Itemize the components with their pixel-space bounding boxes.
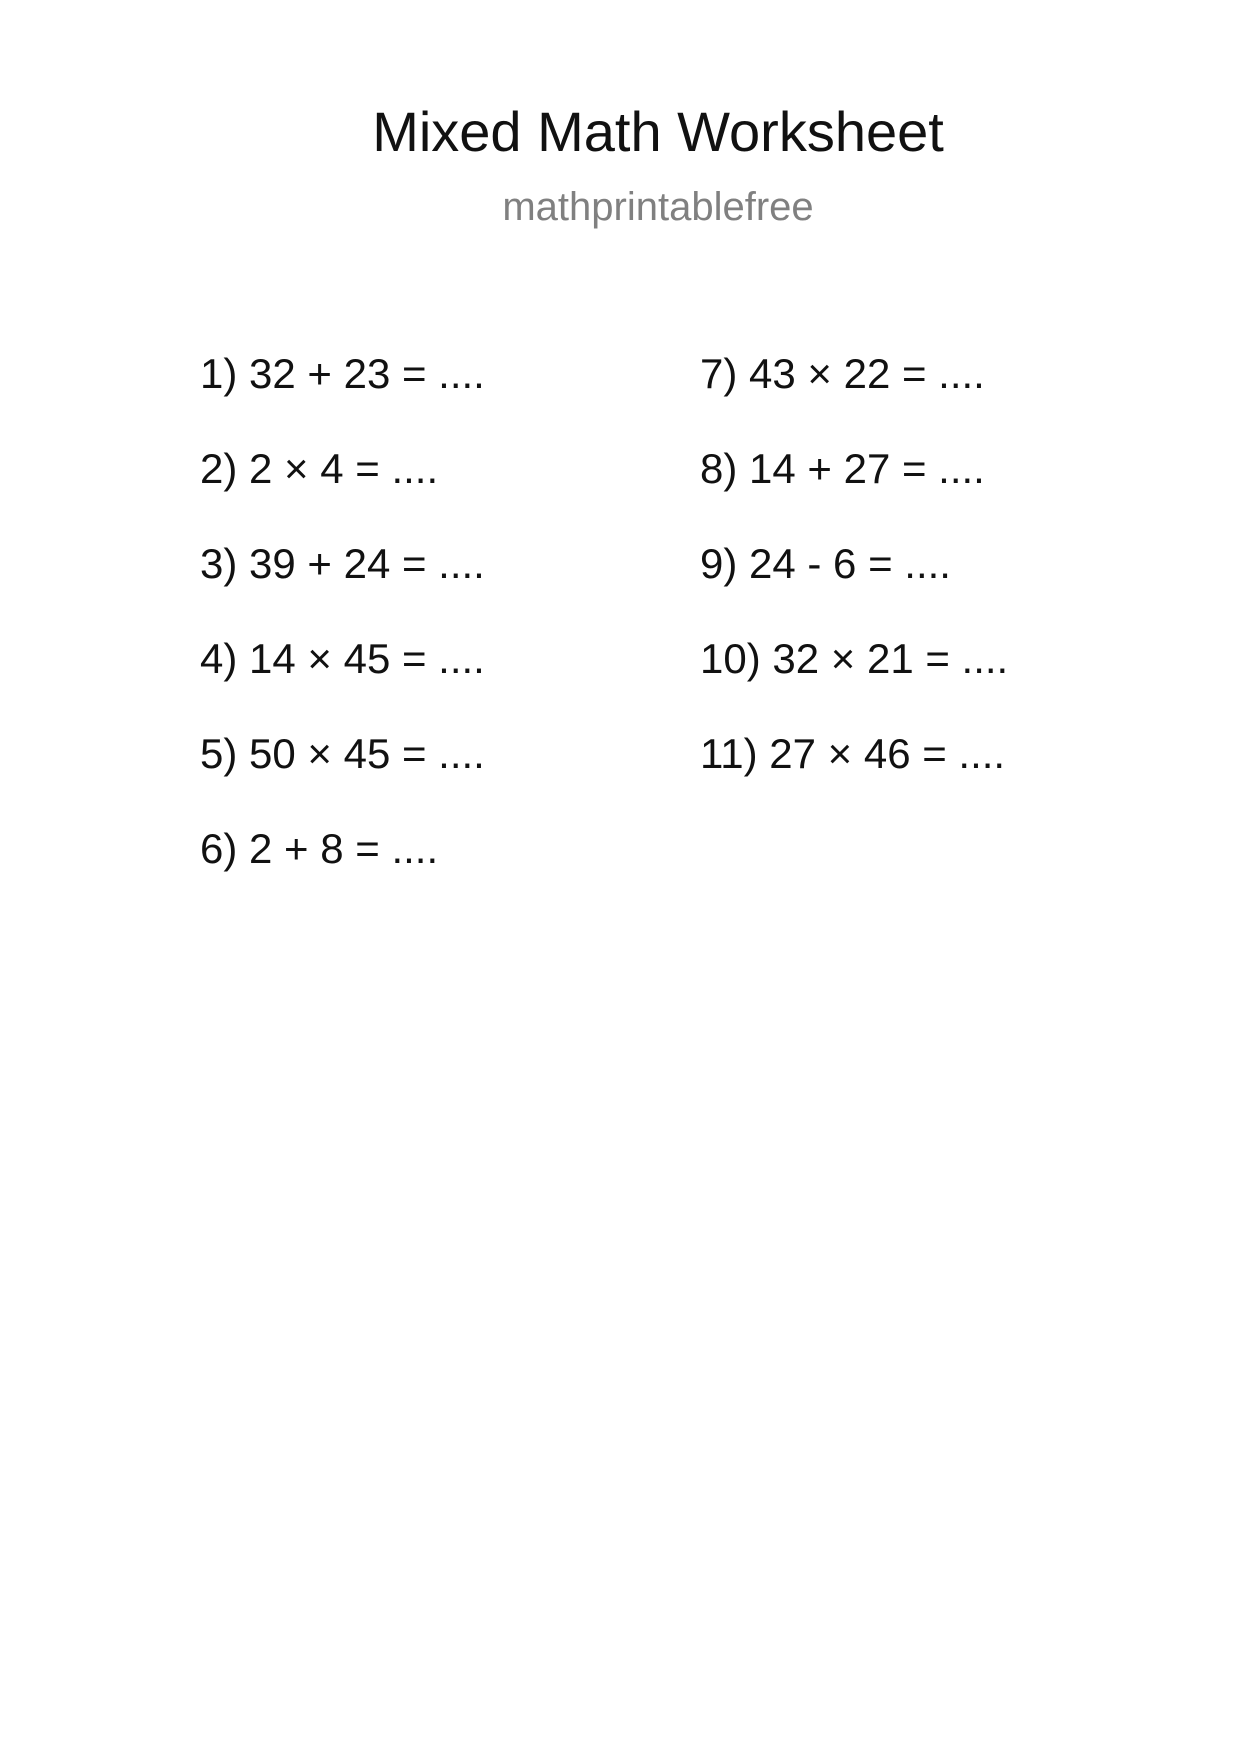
problem-6: 6) 2 + 8 = ....: [200, 825, 439, 872]
problem-9: 9) 24 - 6 = ....: [700, 540, 951, 587]
worksheet-title: Mixed Math Worksheet: [372, 100, 944, 163]
problem-10: 10) 32 × 21 = ....: [700, 635, 1009, 682]
worksheet-subtitle: mathprintablefree: [502, 185, 814, 229]
problem-column-right: [700, 350, 1008, 825]
problem-column-left: [200, 350, 485, 920]
problem-4: 4) 14 × 45 = ....: [200, 635, 485, 682]
problem-2: 2) 2 × 4 = ....: [200, 445, 439, 492]
problem-8: 8) 14 + 27 = ....: [700, 445, 985, 492]
problem-3: 3) 39 + 24 = ....: [200, 540, 485, 587]
problem-11: 11) 27 × 46 = ....: [700, 730, 1006, 777]
problem-7: 7) 43 × 22 = ....: [700, 350, 985, 397]
problem-1: 1) 32 + 23 = ....: [200, 350, 485, 397]
problem-5: 5) 50 × 45 = ....: [200, 730, 485, 777]
